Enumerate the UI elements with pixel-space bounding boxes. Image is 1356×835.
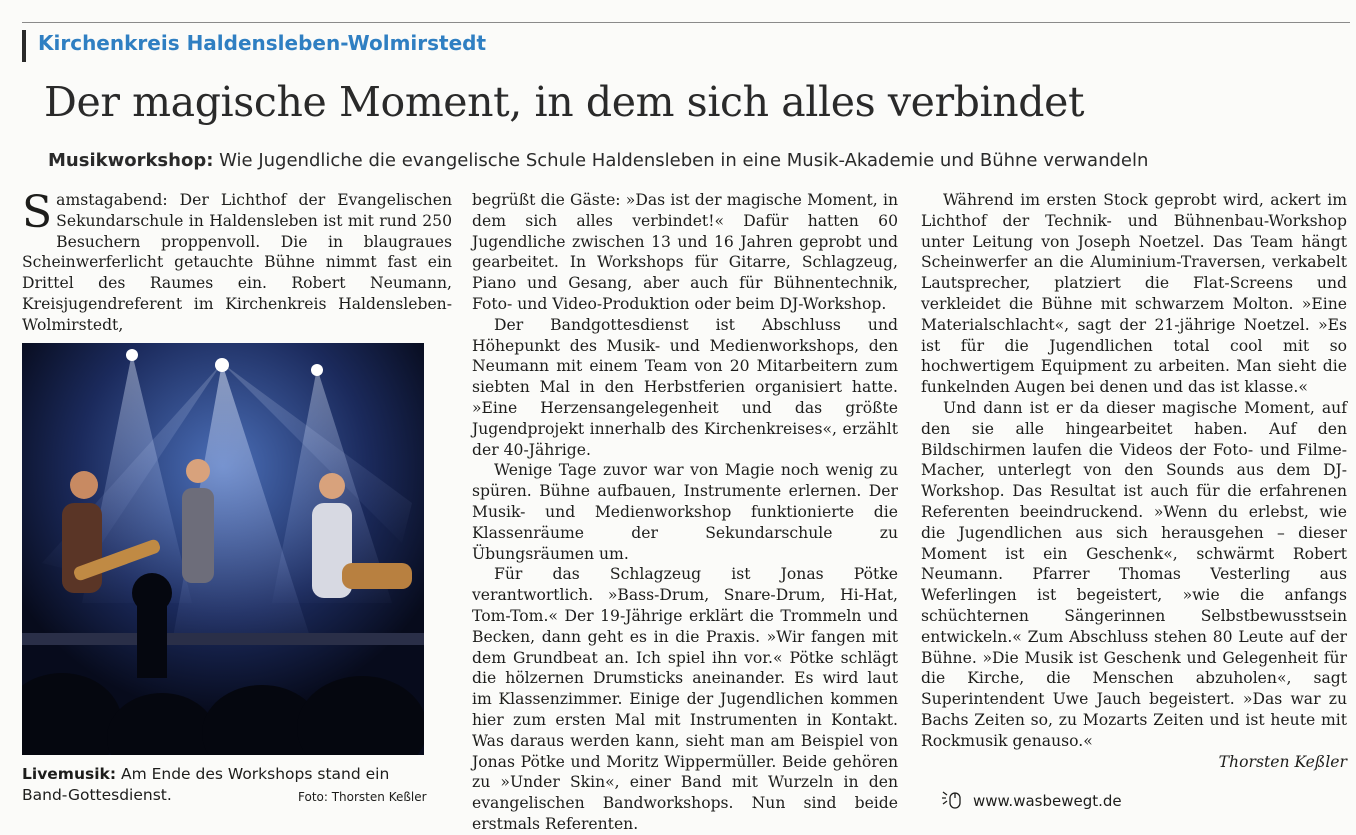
column-1 [22, 187, 452, 336]
subhead-text: Wie Jugendliche die evangelische Schule Haldensleben in eine Musik-Akademie und Bühne verwandeln [213, 150, 1149, 171]
col2-p1: begrüßt die Gäste: »Das ist der magische Moment, in dem sich alles verbindet!« Dafür hatten 60 Jugendliche zwischen 13 und 16 Jahren geprobt und gearbeitet. In Workshops für Gitarre, Schlagzeug, Piano und Gesang, aber auch für Bühnentechnik, Foto- und Video-Produktion oder beim DJ-Workshop. [472, 191, 898, 313]
col2-p2: Der Bandgottesdienst ist Abschluss und Höhepunkt des Musik- und Medienworkshops, den Neumann mit einem Team von 20 Mitarbeitern zum siebten Mal in den Herbstferien organisiert hatte. »Eine Herzensangelegenheit und das größte Jugendprojekt innerhalb des Kirchenkreises«, erzählt der 40-Jährige. [472, 315, 898, 459]
caption-text: Am Ende des Workshops stand ein Band-Gottesdienst. [22, 765, 390, 804]
kicker: Kirchenkreis Haldensleben-Wolmirstedt [38, 31, 487, 55]
photo-credit: Foto: Thorsten Keßler [298, 790, 427, 804]
subhead-label: Musikworkshop: [48, 150, 214, 171]
headline: Der magische Moment, in dem sich alles verbindet [44, 78, 1085, 126]
subhead [48, 150, 1148, 171]
col2-p3: Wenige Tage zuvor war von Magie noch wenig zu spüren. Bühne aufbauen, Instrumente erlernen. Der Musik- und Medienworkshop funktionierte die Klassenräume der Sekundarschule zu Übungsräumen um. [472, 461, 898, 563]
mouse-click-icon [941, 789, 963, 813]
col3-p1: Während im ersten Stock geprobt wird, ackert im Lichthof der Technik- und Bühnenbau-Workshop unter Leitung von Joseph Noetzel. Das Team hängt Scheinwerfer an die Aluminium-Traversen, verkabelt Lautsprecher, platziert die Flat-Screens und verkleidet die Bühne mit schwarzem Molton. »Eine Materialschlacht«, sagt der 21-jährige Noetzel. »Es ist für die Jugendlichen total cool mit so hochwertigem Equipment zu arbeiten. Man sieht die funkelnden Augen bei denen und das ist klasse.« [921, 191, 1347, 397]
caption-label: Livemusik: [22, 765, 117, 783]
concert-photo [22, 343, 424, 755]
top-rule [22, 22, 1350, 23]
col1-paragraph [22, 187, 452, 336]
kicker-bar [22, 30, 26, 62]
dropcap: S [22, 187, 53, 238]
concert-photo-illustration [22, 343, 424, 755]
column-2 [472, 190, 898, 835]
column-3 [921, 190, 1347, 772]
col2-p4: Für das Schlagzeug ist Jonas Pötke verantwortlich. »Bass-Drum, Snare-Drum, Hi-Hat, Tom-Tom.« Der 19-Jährige erklärt die Trommeln und Becken, dann geht es in die Praxis. »Wir fangen mit dem Grundbeat an. Ich spiel ihn vor.« Pötke schlägt die hölzernen Drumsticks aneinander. Es wird laut im Klassenzimmer. Einige der Jugendlichen kommen hier zum ersten Mal mit Instrumenten in Kontakt. Was daraus werden kann, sieht man am Beispiel von Jonas Pötke und Moritz Wippermüller. Beide gehören zu »Under Skin«, einer Band mit Wurzeln in den evangelischen Bandworkshops. Nun sind beide erstmals Referenten. [472, 565, 898, 833]
col3-p2: Und dann ist er da dieser magische Moment, auf den sie alle hingearbeitet haben. Auf den Bildschirmen laufen die Videos der Foto- und Filme-Macher, unterlegt von den Sounds aus dem DJ-Workshop. Das Resultat ist auch für die erfahrenen Referenten beeindruckend. »Wenn du erlebst, wie die Jugendlichen aus sich herausgehen – dieser Moment ist ein Geschenk«, schwärmt Robert Neumann. Pfarrer Thomas Vesterling aus Weferlingen ist begeistert, »wie die anfangs schüchternen Sängerinnen Selbstbewusstsein entwickeln.« Zum Abschluss stehen 80 Leute auf der Bühne. »Die Musik ist Geschenk und Gelegenheit für die Kirche, die Menschen abzuholen«, sagt Superintendent Uwe Jauch begeistert. »Das war zu Bachs Zeiten so, zu Mozarts Zeiten und ist heute mit Rockmusik genauso.« [921, 398, 1347, 750]
author: Thorsten Keßler [1218, 752, 1347, 771]
web-url[interactable]: www.wasbewegt.de [973, 792, 1122, 810]
web-link[interactable] [941, 789, 1122, 813]
col1-p1: amstagabend: Der Lichthof der Evangelischen Sekundarschule in Haldensleben ist mit rund 250 Besuchern proppenvoll. Die in blaugraues Scheinwerferlicht getauchte Bühne nimmt fast ein Drittel des Raumes ein. Robert Neumann, Kreisjugendreferent im Kirchenkreis Haldensleben-Wolmirstedt, [22, 191, 452, 334]
